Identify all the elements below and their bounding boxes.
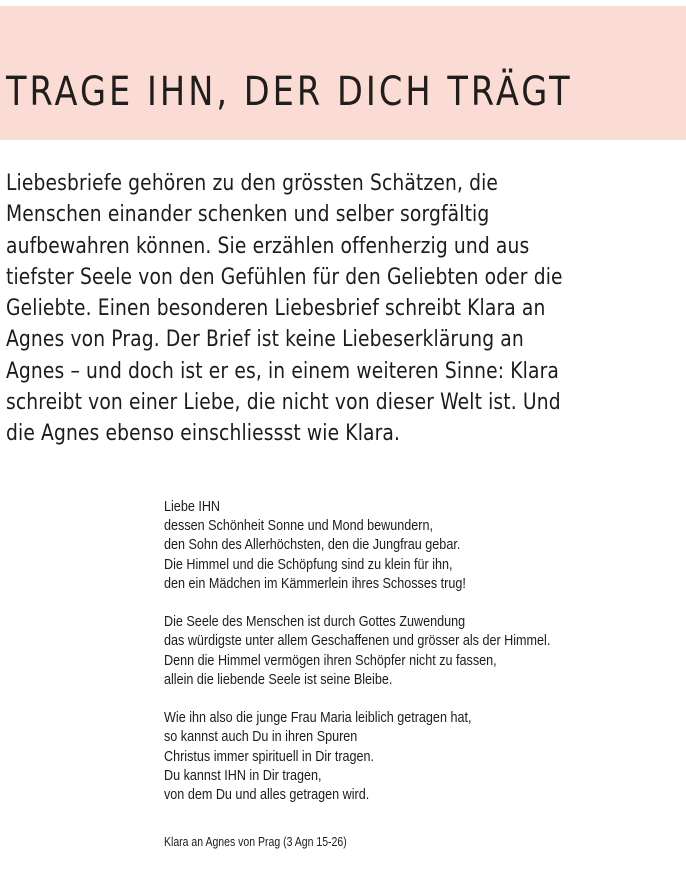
- poem-line: Die Himmel und die Schöpfung sind zu klein für ihn,: [164, 555, 453, 573]
- poem-line: Die Seele des Menschen ist durch Gottes Zuwendung: [164, 613, 466, 631]
- poem-stanza: [164, 497, 634, 593]
- page-title: TRAGE IHN, DER DICH TRÄGT: [6, 69, 573, 115]
- intro-line: aufbewahren können. Sie erzählen offenherzig und aus: [6, 233, 530, 259]
- intro-line: Menschen einander schenken und selber sorgfältig: [6, 202, 490, 228]
- intro-line: die Agnes ebenso einschliessst wie Klara.: [6, 421, 401, 447]
- poem-stanza: [164, 708, 634, 804]
- poem-quote: [164, 497, 634, 823]
- poem-source-citation: Klara an Agnes von Prag (3 Agn 15-26): [164, 835, 347, 849]
- intro-line: schreibt von einer Liebe, die nicht von dieser Welt ist. Und: [6, 390, 561, 416]
- poem-line: dessen Schönheit Sonne und Mond bewundern,: [164, 517, 434, 535]
- intro-paragraph: [6, 168, 652, 450]
- intro-line: tiefster Seele von den Gefühlen für den Geliebten oder die: [6, 264, 563, 290]
- poem-line: den ein Mädchen im Kämmerlein ihres Schosses trug!: [164, 574, 466, 592]
- poem-line: von dem Du und alles getragen wird.: [164, 786, 370, 804]
- intro-line: Agnes von Prag. Der Brief ist keine Liebeserklärung an: [6, 327, 524, 353]
- poem-line: Christus immer spirituell in Dir tragen.: [164, 747, 375, 765]
- poem-line: den Sohn des Allerhöchsten, den die Jungfrau gebar.: [164, 536, 461, 554]
- poem-line: Liebe IHN: [164, 498, 221, 515]
- poem-line: so kannst auch Du in ihren Spuren: [164, 728, 358, 746]
- intro-line: Liebesbriefe gehören zu den grössten Schätzen, die: [6, 171, 499, 196]
- intro-line: Agnes – und doch ist er es, in einem weiteren Sinne: Klara: [6, 358, 559, 384]
- intro-line: Geliebte. Einen besonderen Liebesbrief schreibt Klara an: [6, 296, 546, 322]
- poem-line: Wie ihn also die junge Frau Maria leiblich getragen hat,: [164, 709, 472, 727]
- poem-line: das würdigste unter allem Geschaffenen und grösser als der Himmel.: [164, 632, 551, 650]
- poem-line: Denn die Himmel vermögen ihren Schöpfer nicht zu fassen,: [164, 651, 497, 669]
- poem-line: Du kannst IHN in Dir tragen,: [164, 766, 322, 784]
- poem-line: allein die liebende Seele ist seine Bleibe.: [164, 670, 393, 688]
- poem-stanza: [164, 612, 634, 689]
